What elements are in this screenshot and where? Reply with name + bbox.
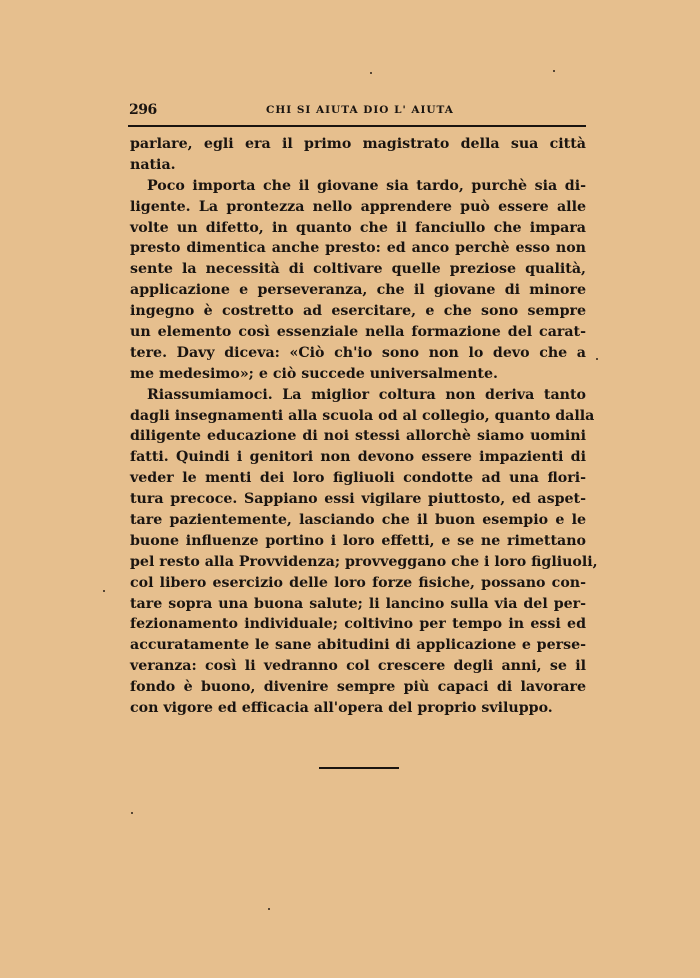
- text-line: fezionamento individuale; coltivino per tempo in essi ed: [130, 616, 586, 633]
- text-line: tere. Davy diceva: «Ciò ch'io sono non lo devo che a: [130, 344, 586, 361]
- text-line: ingegno è costretto ad esercitare, e che sono sempre: [130, 303, 586, 320]
- text-line: veranza: così li vedranno col crescere degli anni, se il: [130, 658, 586, 675]
- text-line: sente la necessità di coltivare quelle preziose qualità,: [130, 261, 586, 278]
- text-line: con vigore ed efficacia all'opera del proprio sviluppo.: [130, 700, 553, 717]
- header-rule: [128, 125, 586, 127]
- text-line: un elemento così essenziale nella formazione del carat-: [130, 324, 586, 341]
- text-line: buone influenze portino i loro effetti, e se ne rimettano: [130, 532, 586, 549]
- text-line: natia.: [130, 156, 176, 173]
- paper-speck: [103, 590, 105, 592]
- text-line: veder le menti dei loro figliuoli condotte ad una flori-: [130, 470, 586, 487]
- text-line: Poco importa che il giovane sia tardo, purchè sia di-: [147, 177, 586, 194]
- page-number: 296: [129, 102, 157, 118]
- paper-speck: [268, 908, 270, 910]
- text-line: me medesimo»; e ciò succede universalmente.: [130, 365, 498, 382]
- paper-speck: [553, 70, 555, 72]
- text-line: fondo è buono, divenire sempre più capaci di lavorare: [130, 679, 586, 696]
- paper-speck: [370, 72, 372, 74]
- body-text: [130, 134, 598, 719]
- running-title: CHI SI AIUTA DIO L' AIUTA: [266, 104, 454, 116]
- text-line: tura precoce. Sappiano essi vigilare piuttosto, ed aspet-: [130, 491, 586, 508]
- text-line: tare sopra una buona salute; li lancino sulla via del per-: [130, 595, 586, 612]
- text-line: ligente. La prontezza nello apprendere può essere alle: [130, 198, 586, 215]
- text-line: tare pazientemente, lasciando che il buon esempio e le: [130, 512, 586, 529]
- text-line: volte un difetto, in quanto che il fanciullo che impara: [130, 219, 586, 236]
- text-line: pel resto alla Provvidenza; provveggano che i loro figliuoli,: [130, 553, 598, 570]
- text-line: fatti. Quindi i genitori non devono essere impazienti di: [130, 449, 586, 466]
- text-line: applicazione e perseveranza, che il giovane di minore: [130, 282, 586, 299]
- text-line: parlare, egli era il primo magistrato della sua città: [130, 136, 586, 152]
- paper-speck: [596, 358, 598, 360]
- text-line: Riassumiamoci. La miglior coltura non deriva tanto: [147, 386, 586, 403]
- text-line: presto dimentica anche presto: ed anco perchè esso non: [130, 240, 586, 257]
- text-line: accuratamente le sane abitudini di applicazione e perse-: [130, 637, 586, 654]
- text-line: dagli insegnamenti alla scuola od al collegio, quanto dalla: [130, 407, 595, 424]
- closing-rule: [319, 767, 399, 769]
- paper-speck: [131, 812, 133, 814]
- text-line: col libero esercizio delle loro forze fisiche, possano con-: [130, 574, 586, 591]
- page-header: [129, 102, 586, 122]
- text-line: diligente educazione di noi stessi allorchè siamo uomini: [130, 428, 586, 445]
